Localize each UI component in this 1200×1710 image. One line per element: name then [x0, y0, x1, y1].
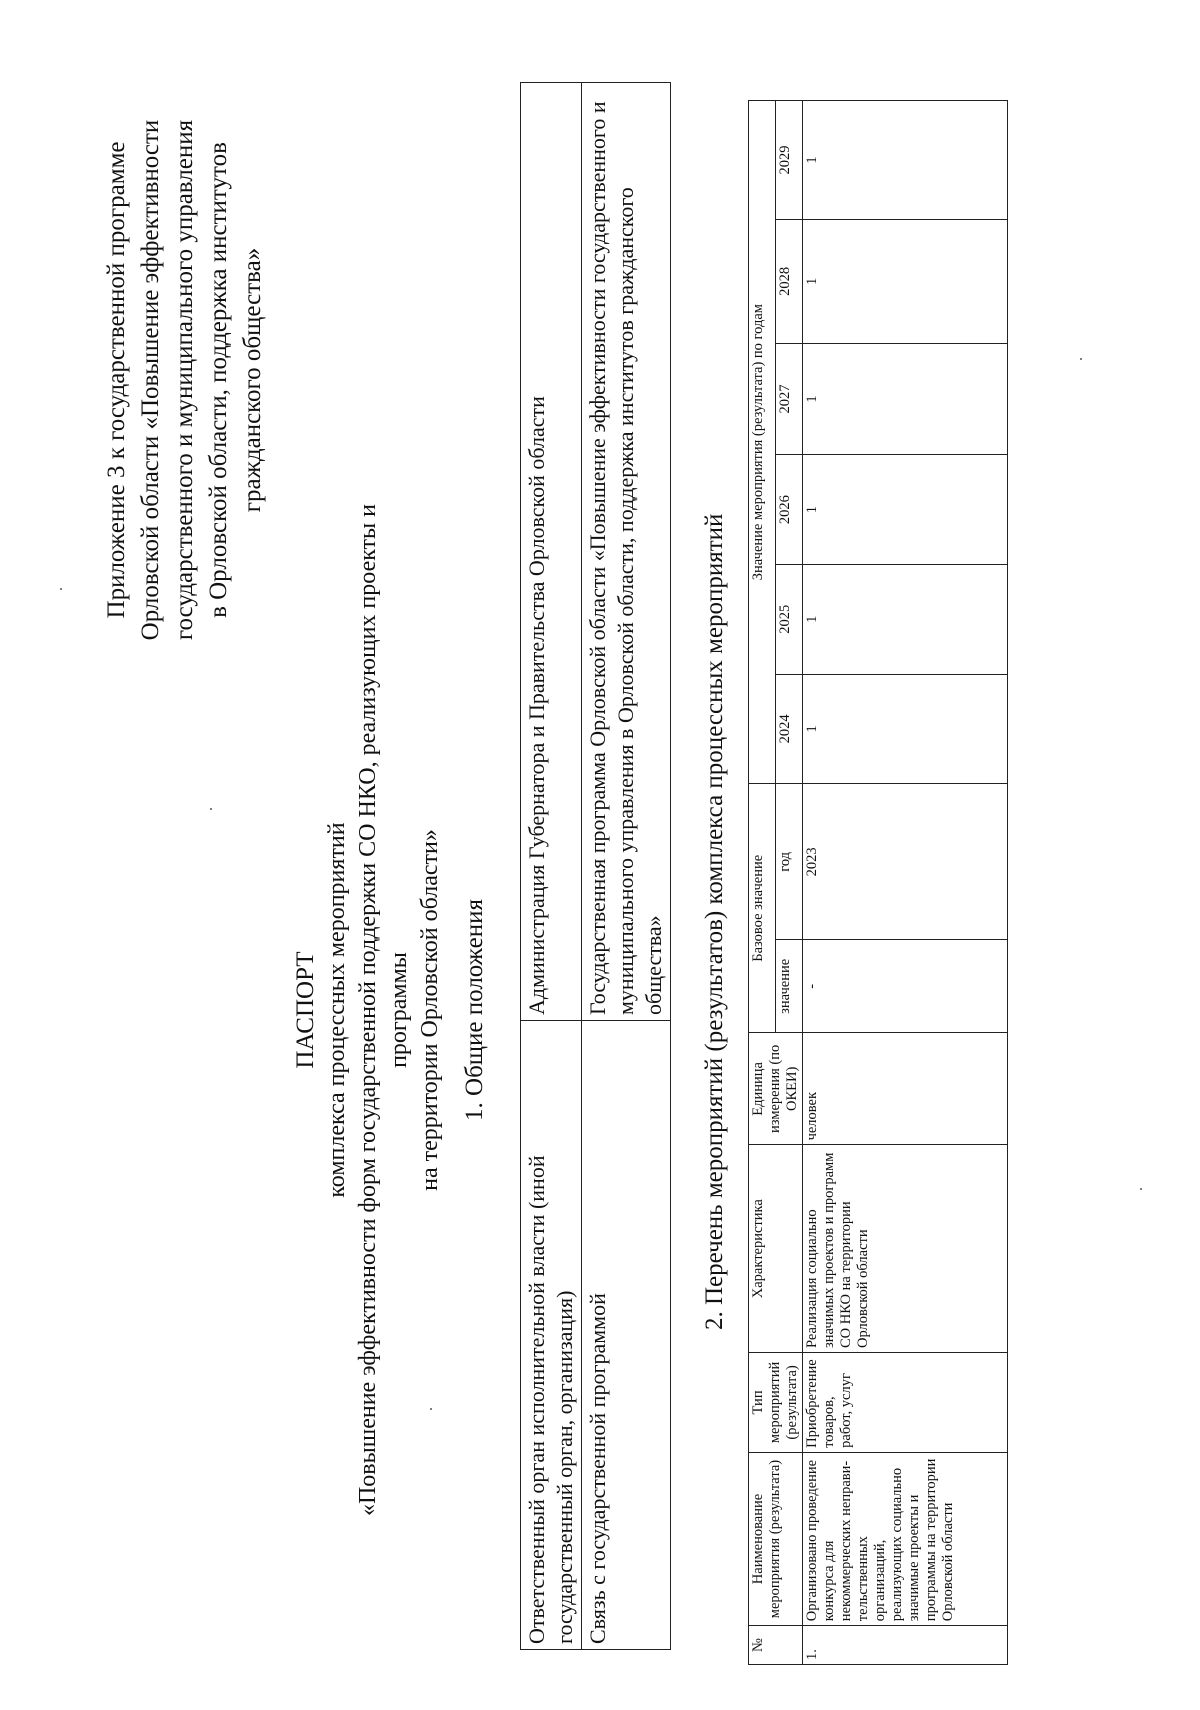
cell-characteristic: Реализация социально значимых проектов и программ СО НКО на территории Орловской области: [803, 1145, 1008, 1353]
appendix-line: Приложение 3 к государственной программе: [103, 141, 130, 619]
col-header-year: 2027: [776, 343, 803, 455]
table-header-row: [749, 101, 776, 1665]
appendix-line: Орловской области «Повышение эффективности: [137, 119, 164, 641]
passport-name-line: на территории Орловской области»: [417, 829, 443, 1191]
col-header-base: Базовое значение: [749, 784, 776, 1033]
passport-name-line: «Повышение эффективности форм государственной поддержки СО НКО, реализующих проекты и программы: [355, 503, 412, 1517]
cell-year-value: 1: [803, 564, 1008, 674]
col-header-num: №: [749, 1626, 803, 1665]
col-header-base-value: значение: [776, 940, 803, 1033]
col-header-year: 2024: [776, 674, 803, 784]
col-header-year: 2028: [776, 220, 803, 344]
col-header-base-year: год: [776, 784, 803, 940]
cell-year-value: 1: [803, 674, 1008, 784]
section-1-title: 1. Общие положения: [461, 899, 488, 1121]
cell-num: 1.: [803, 1626, 1008, 1665]
table-cell-label: Ответственный орган исполнительной власти (иной государственный орган, организация): [521, 1021, 582, 1650]
table-cell-value: Государственная программа Орловской области «Повышение эффективности государственного и муниципального управления в Орловской области, поддержка институтов гражданского общества»: [582, 83, 671, 1021]
cell-type: Приобретение товаров, работ, услуг: [803, 1353, 1008, 1453]
cell-year-value: 1: [803, 455, 1008, 565]
col-header-type: Тип мероприятий (результата): [749, 1353, 803, 1453]
cell-year-value: 1: [803, 101, 1008, 220]
table-cell-value: Администрация Губернатора и Правительства Орловской области: [521, 83, 582, 1021]
appendix-line: государственного и муниципального управления: [171, 119, 198, 641]
scan-speck: [60, 588, 62, 590]
scan-speck: [210, 808, 212, 810]
col-header-year: 2025: [776, 564, 803, 674]
scan-speck: [430, 1408, 432, 1410]
table-row: [582, 83, 671, 1650]
cell-base-year: 2023: [803, 784, 1008, 940]
col-header-year: 2026: [776, 455, 803, 565]
passport-title: ПАСПОРТ: [292, 951, 319, 1069]
passport-heading: [290, 490, 446, 1530]
scan-speck: [1140, 1188, 1142, 1190]
col-header-by-years: Значение мероприятия (результата) по годам: [749, 101, 776, 784]
section-2-title: 2. Перечень мероприятий (результатов) комплекса процессных мероприятий: [701, 513, 728, 1330]
col-header-name: Наименование мероприятия (результата): [749, 1452, 803, 1625]
table-row: [521, 83, 582, 1650]
cell-base-value: -: [803, 940, 1008, 1033]
appendix-line: в Орловской области, поддержка институтов: [205, 142, 232, 618]
table-row: [803, 101, 1008, 1665]
cell-unit: человек: [803, 1033, 1008, 1145]
appendix-line: гражданского общества»: [239, 247, 266, 513]
cell-year-value: 1: [803, 220, 1008, 344]
col-header-unit: Единица измерения (по ОКЕИ): [749, 1033, 803, 1145]
col-header-year: 2029: [776, 101, 803, 220]
general-provisions-table: [520, 82, 671, 1650]
col-header-characteristic: Характеристика: [749, 1145, 803, 1353]
passport-subtitle: комплекса процессных мероприятий: [324, 822, 350, 1198]
events-table: [748, 100, 1008, 1665]
cell-year-value: 1: [803, 343, 1008, 455]
scan-speck: [1080, 358, 1082, 360]
cell-name: Организовано проведение конкурса для некоммерческих неправи-тельственных организаций, реализующих социально значимые проекты и программы на территории Орловской области: [803, 1452, 1008, 1625]
table-cell-label: Связь с государственной программой: [582, 1021, 671, 1650]
appendix-note: [100, 65, 270, 695]
